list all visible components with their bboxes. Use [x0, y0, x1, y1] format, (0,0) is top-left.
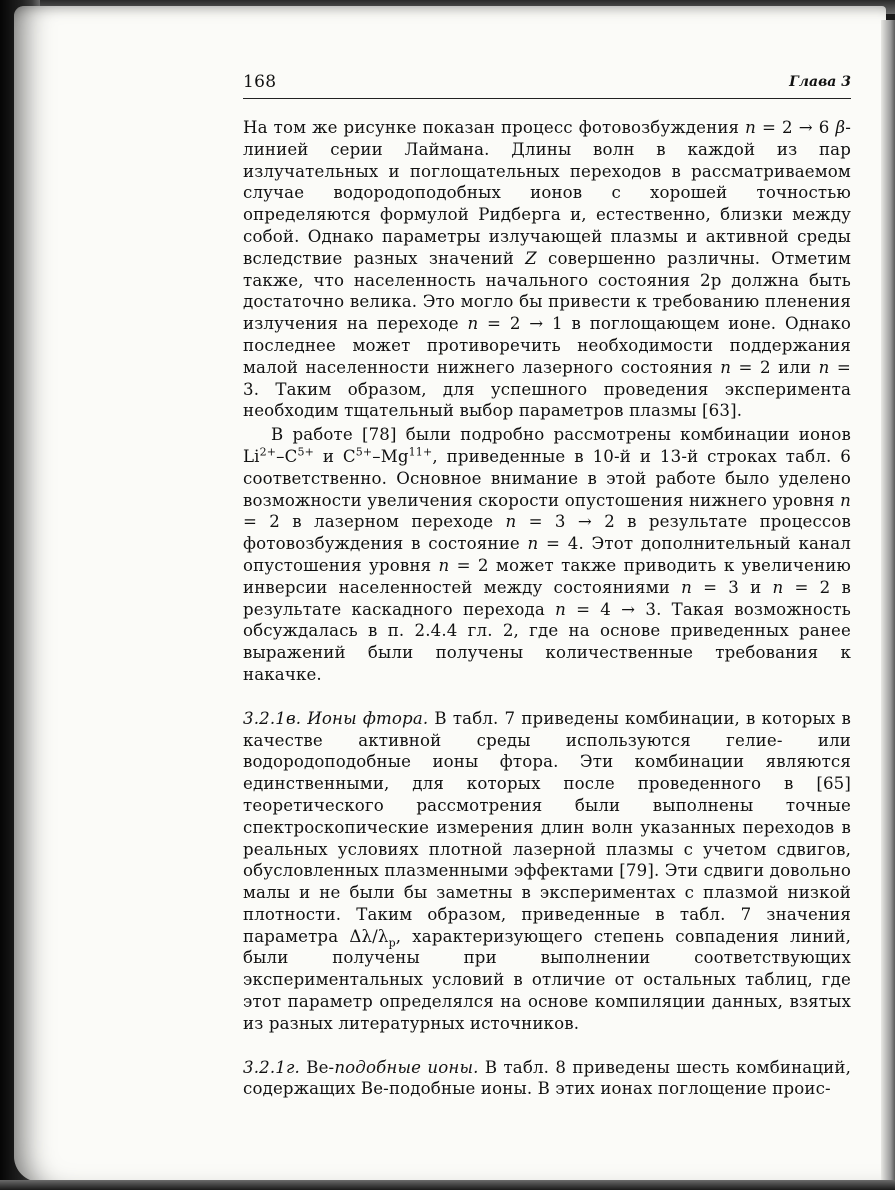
section-fluorine-ions [243, 708, 851, 1035]
header-rule [243, 98, 851, 99]
text-run: = 2 в лазерном переходе [243, 512, 506, 532]
text-run: = 3 → 2 в результате процессов фотовозбуждения в состояние [243, 512, 852, 554]
running-head [243, 72, 851, 96]
subscript: p [388, 936, 396, 949]
text-run: В работе [78] были подробно рассмотрены комбинации ионов Li [243, 425, 851, 466]
math-var: n [505, 512, 517, 532]
body-text [243, 117, 851, 1100]
text-run: = 4. Этот дополнительный канал опустошения уровня [243, 534, 852, 575]
section-heading: 3.2.1г. [243, 1057, 300, 1077]
text-run: совершенно различны. Отметим также, что населенность начального состояния 2p должна быть достаточно велика. Это могло бы привести к требованию пленения излучения на переходе [243, 248, 852, 334]
paragraph-1 [243, 117, 851, 422]
section-heading: 3.2.1в. Ионы фтора. [243, 708, 429, 728]
text-run: = 3. Таким образом, для успешного проведения эксперимента необходим тщательный выбор параметров плазмы [63]. [243, 357, 851, 421]
text-run: В табл. 8 приведены шесть комбинаций, содержащих Be-подобные ионы. В этих ионах поглощение проис- [243, 1057, 852, 1099]
chapter-title: Глава 3 [789, 74, 851, 90]
math-var: n [745, 118, 756, 137]
text-run: В табл. 7 приведены комбинации, в которых в качестве активной среды используются гелие- или водородоподобные ионы фтора. Эти комбинации являются единственными, для которых после проведенного в [65] теоретического рассмотрения были выполнены точные спектроскопические измерения длин волн указанных переходов в реальных условиях плотной лазерной плазмы с учетом сдвигов, обусловленных плазменными эффектами [79]. Эти сдвиги довольно малы и не были бы заметны в экспериментах с плазмой низкой плотности. Таким образом, приведенные в табл. 7 значения параметра Δλ/λ [243, 708, 851, 946]
text-run: , приведенные в 10-й и 13-й строках табл. 6 соответственно. Основное внимание в этой работе было уделено возможности увеличения скорости опустошения нижнего уровня [243, 446, 851, 510]
math-var: n [467, 314, 479, 334]
math-var: β [835, 118, 846, 137]
text-run: = 2 может также приводить к увеличению инверсии населенностей между состояниями [243, 555, 852, 597]
scan-shadow-bottom [0, 1180, 895, 1190]
text-run: = 2 → 1 в поглощающем ионе. Однако последнее может противоречить необходимости поддержания малой населенности нижнего лазерного состояния [243, 314, 851, 377]
math-var: n [681, 577, 692, 597]
text-run: и C [313, 446, 356, 466]
superscript: 2+ [259, 445, 277, 459]
text-run: На том же рисунке показан процесс фотовозбуждения [243, 118, 746, 137]
text-run: –Mg [372, 446, 409, 466]
superscript: 11+ [408, 445, 433, 459]
section-heading-element: Be- [299, 1057, 335, 1077]
math-var: n [720, 357, 732, 377]
text-run: = 4 → 3. Такая возможность обсуждалась в п. 2.4.4 гл. 2, где на основе приведенных ранее выражений были получены количественные требования к накачке. [243, 599, 851, 684]
text-run: –C [276, 446, 298, 466]
text-run: -линией серии Лаймана. Длины волн в каждой из пар излучательных и поглощательных переходов в рассматриваемом случае водородоподобных ионов с хорошей точностью определяются формулой Ридберга и, естественно, близки между собой. Однако параметры излучающей плазмы и активной среды вследствие разных значений [243, 118, 851, 268]
superscript: 5+ [297, 445, 314, 459]
math-var: n [818, 357, 830, 377]
text-run: = 2 в результате каскадного перехода [243, 577, 851, 619]
text-run: = 2 или [731, 357, 819, 377]
paragraph-2 [243, 424, 851, 686]
math-var: Z [525, 248, 537, 268]
section-heading: подобные ионы. [334, 1057, 479, 1077]
page-number: 168 [243, 72, 277, 92]
math-var: n [772, 577, 784, 597]
superscript: 5+ [355, 445, 373, 459]
page-edge-right [881, 20, 895, 1190]
section-be-like-ions [243, 1057, 851, 1101]
math-var: n [840, 490, 851, 510]
text-run: = 3 и [691, 577, 773, 597]
math-var: n [527, 534, 539, 554]
text-run: , характеризующего степень совпадения линий, были получены при выполнении соответствующих экспериментальных условий в отличие от остальных таблиц, где этот параметр определялся на основе компиляции данных, взятых из разных литературных источников. [243, 926, 852, 1033]
text-run: = 2 → 6 [756, 118, 836, 137]
math-var: n [555, 599, 566, 619]
math-var: n [438, 555, 450, 575]
